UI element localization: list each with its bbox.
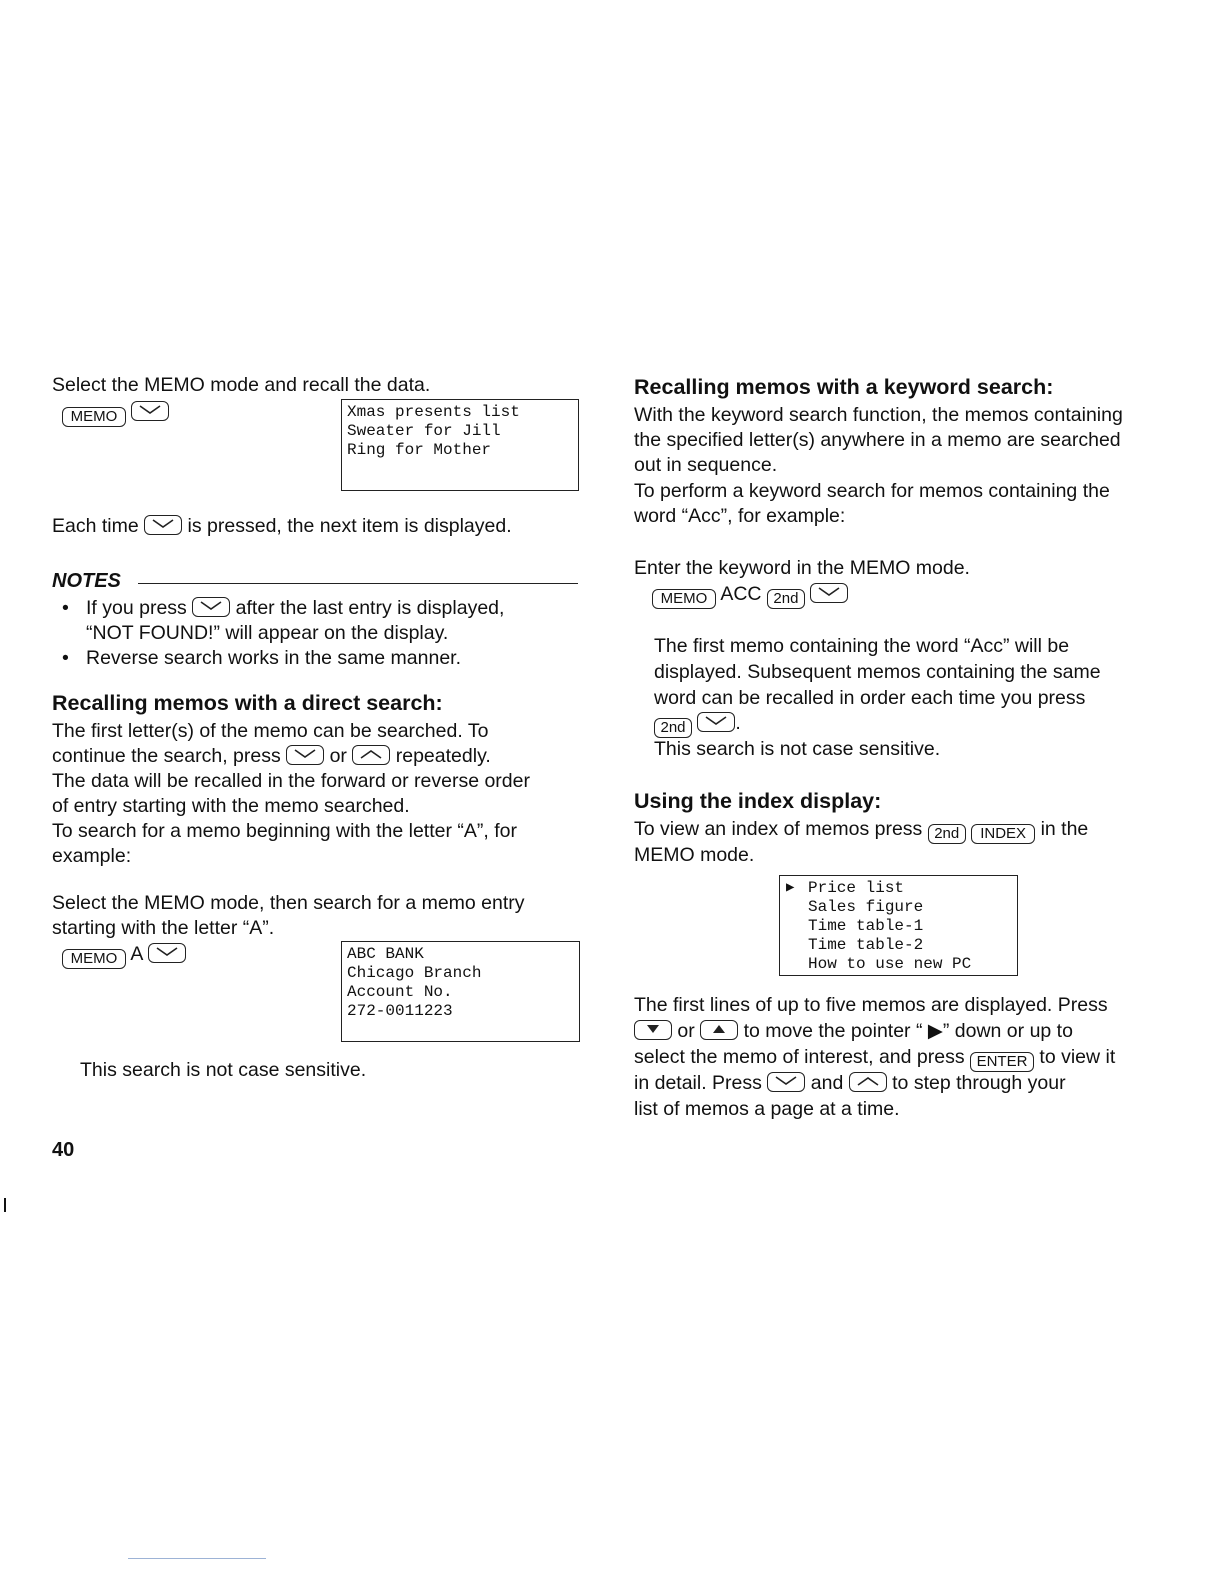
enter-keyword-text: Enter the keyword in the MEMO mode. bbox=[634, 557, 970, 579]
direct-para-line: continue the search, press or repeatedly. bbox=[52, 745, 491, 767]
lcd-line: Sweater for Jill bbox=[347, 422, 501, 440]
direct-search-heading: Recalling memos with a direct search: bbox=[52, 691, 443, 715]
key-sequence-direct bbox=[62, 942, 186, 969]
down-arrow-key-icon bbox=[810, 583, 848, 603]
second-function-key: 2nd bbox=[654, 718, 692, 738]
first-memo-line: displayed. Subsequent memos containing the same bbox=[654, 661, 1101, 683]
margin-mark bbox=[4, 1198, 6, 1212]
lcd-line: Time table-2 bbox=[808, 936, 924, 954]
cursor-down-key-icon bbox=[634, 1020, 672, 1040]
lcd-line: Sales figure bbox=[808, 898, 924, 916]
down-arrow-key-icon bbox=[697, 712, 735, 732]
keyword-acc: ACC bbox=[720, 583, 762, 605]
up-arrow-key-icon bbox=[352, 745, 390, 765]
keyword-para-line: To perform a keyword search for memos containing the bbox=[634, 480, 1110, 502]
first-lines-para: in detail. Press and to step through your bbox=[634, 1072, 1066, 1094]
lcd-line: Price list bbox=[808, 879, 905, 897]
notes-divider bbox=[138, 583, 578, 584]
up-arrow-key-icon bbox=[849, 1072, 887, 1092]
index-para-line: MEMO mode. bbox=[634, 844, 755, 866]
index-display-heading: Using the index display: bbox=[634, 789, 882, 813]
keyword-para-line: the specified letter(s) anywhere in a memo are searched bbox=[634, 429, 1121, 451]
enter-key: ENTER bbox=[970, 1052, 1034, 1072]
cursor-up-key-icon bbox=[700, 1020, 738, 1040]
first-lines-para: list of memos a page at a time. bbox=[634, 1098, 900, 1120]
first-memo-line: The first memo containing the word “Acc” will be bbox=[654, 635, 1070, 657]
memo-key: MEMO bbox=[652, 589, 716, 609]
lcd-display-direct bbox=[341, 941, 580, 1042]
key-sequence-next: 2nd . bbox=[654, 711, 741, 738]
first-memo-line: word can be recalled in order each time you press bbox=[654, 687, 1086, 709]
footer-divider bbox=[128, 1558, 266, 1559]
lcd-line: How to use new PC bbox=[808, 955, 972, 973]
keyword-para-line: out in sequence. bbox=[634, 454, 778, 476]
direct-para-line: of entry starting with the memo searched. bbox=[52, 795, 410, 817]
key-sequence-keyword bbox=[652, 582, 848, 609]
not-case-sensitive-note: This search is not case sensitive. bbox=[80, 1059, 367, 1081]
lcd-line: Account No. bbox=[347, 983, 453, 1001]
down-arrow-key-icon bbox=[144, 515, 182, 535]
down-arrow-key-icon bbox=[767, 1072, 805, 1092]
note-1-cont: “NOT FOUND!” will appear on the display. bbox=[86, 622, 449, 644]
select-instruction: Select the MEMO mode, then search for a memo entry bbox=[52, 892, 525, 914]
keyword-para-line: word “Acc”, for example: bbox=[634, 505, 846, 527]
note-2: Reverse search works in the same manner. bbox=[86, 647, 461, 669]
each-time-text: Each time is pressed, the next item is displayed. bbox=[52, 515, 512, 537]
keyword-search-heading: Recalling memos with a keyword search: bbox=[634, 375, 1054, 399]
first-lines-para: or to move the pointer “ ▶” down or up to bbox=[634, 1019, 1073, 1045]
bullet: • bbox=[62, 597, 69, 619]
keyword-para-line: With the keyword search function, the memos containing bbox=[634, 404, 1123, 426]
lcd-line: Chicago Branch bbox=[347, 964, 482, 982]
lcd-display-recall bbox=[341, 399, 579, 491]
down-arrow-key-icon bbox=[131, 401, 169, 421]
direct-para-line: The data will be recalled in the forward or reverse order bbox=[52, 770, 530, 792]
intro-text: Select the MEMO mode and recall the data. bbox=[52, 374, 431, 396]
select-instruction: starting with the letter “A”. bbox=[52, 917, 275, 939]
note-1: If you press after the last entry is displayed, bbox=[86, 597, 505, 619]
letter-a: A bbox=[130, 943, 143, 965]
lcd-display-index bbox=[779, 875, 1018, 976]
direct-para-line: To search for a memo beginning with the letter “A”, for bbox=[52, 820, 517, 842]
lcd-line: Ring for Mother bbox=[347, 441, 492, 459]
index-key: INDEX bbox=[971, 824, 1035, 844]
first-lines-para: select the memo of interest, and press ENTER to view it bbox=[634, 1046, 1116, 1070]
down-arrow-key-icon bbox=[286, 745, 324, 765]
not-case-sensitive-note: This search is not case sensitive. bbox=[654, 738, 941, 760]
bullet: • bbox=[62, 647, 69, 669]
notes-title: NOTES bbox=[52, 570, 121, 592]
key-sequence-recall bbox=[62, 400, 169, 427]
direct-para-line: The first letter(s) of the memo can be searched. To bbox=[52, 720, 489, 742]
lcd-line: Time table-1 bbox=[808, 917, 924, 935]
down-arrow-key-icon bbox=[148, 943, 186, 963]
lcd-line: Xmas presents list bbox=[347, 403, 520, 421]
down-arrow-key-icon bbox=[192, 597, 230, 617]
lcd-line: ABC BANK bbox=[347, 945, 424, 963]
direct-para-line: example: bbox=[52, 845, 132, 867]
second-function-key: 2nd bbox=[928, 824, 966, 844]
pointer-icon: ▶ bbox=[786, 880, 795, 896]
lcd-line: 272-0011223 bbox=[347, 1002, 453, 1020]
second-function-key: 2nd bbox=[767, 589, 805, 609]
first-lines-para: The first lines of up to five memos are displayed. Press bbox=[634, 994, 1108, 1016]
index-para-line: To view an index of memos press 2nd INDEX in the bbox=[634, 818, 1089, 842]
memo-key: MEMO bbox=[62, 949, 126, 969]
page-number: 40 bbox=[52, 1139, 75, 1161]
memo-key: MEMO bbox=[62, 407, 126, 427]
